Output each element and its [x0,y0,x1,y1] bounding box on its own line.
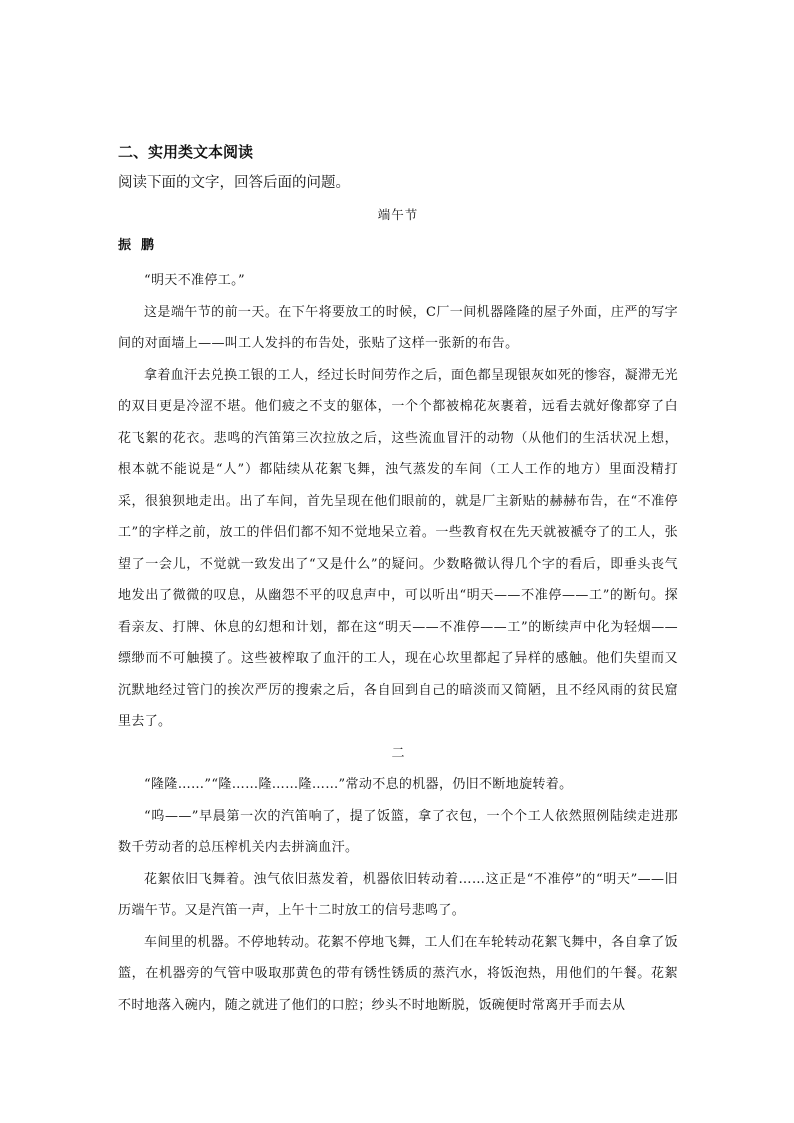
article-paragraph: “明天不准停工。” [144,273,245,288]
article-paragraph: 拿着血汗去兑换工银的工人，经过长时间劳作之后，面色都呈现银灰如死的惨容，凝滞无光的双目更是冷涩不堪。他们疲之不支的躯体，一个个都被棉花灰裹着，远看去就好像都穿了白花飞絮的花衣。悲鸣的汽笛第三次拉放之后，这些流血冒汗的动物（从他们的生活状况上想，根本就不能说是“人”）都陆续从花絮飞舞，浊气蒸发的车间（工人工作的地方）里面没精打采，很狼狈地走出。出了车间，首先呈现在他们眼前的，就是厂主新贴的赫赫布告，在“不准停工”的字样之前，放工的伴侣们都不知不觉地呆立着。一些教育权在先天就被褫夺了的工人，张望了一会儿，不觉就一致发出了“又是什么”的疑问。少数略微认得几个字的看后，即垂头丧气地发出了微微的叹息，从幽怨不平的叹息声中，可以听出“明天——不准停——工”的断句。探看亲友、打牌、休息的幻想和计划，都在这“明天——不准停——工”的断续声中化为轻烟——缥缈而不可触摸了。这些被榨取了血汗的工人，现在心坎里都起了异样的感触。他们失望而又沉默地经过管门的挨次严厉的搜索之后，各自回到自己的暗淡而又简陋，且不经风雨的贫民窟里去了。 [118,367,679,729]
article-title: 端午节 [377,207,419,222]
article-author: 振鹏 [118,238,165,253]
article-paragraph: 车间里的机器。不停地转动。花絮不停地飞舞，工人们在车轮转动花絮飞舞中，各自拿了饭篮，在机器旁的气管中吸取那黄色的带有锈性锈质的蒸汽水，将饭泡热，用他们的午餐。花絮不时地落入碗内，随之就进了他们的口腔；纱头不时地断脱，饭碗便时常离开手而去从 [118,934,679,1013]
reading-instruction: 阅读下面的文字，回答后面的问题。 [118,175,350,191]
article-paragraph: “隆隆……”“隆……隆……隆……”常动不息的机器，仍旧不断地旋转着。 [144,777,573,792]
document-page [118,142,678,1021]
article-paragraph: “呜——”早晨第一次的汽笛响了，提了饭篮，拿了衣包，一个个工人依然照例陆续走进那数千劳动者的总压榨机关内去拼滴血汗。 [118,808,678,855]
section-heading: 二、实用类文本阅读 [118,143,254,161]
section-number: 二 [391,745,405,761]
article-paragraph: 这是端午节的前一天。在下午将要放工的时候，C厂一间机器隆隆的屋子外面，庄严的写字间的对面墙上——叫工人发抖的布告处，张贴了这样一张新的布告。 [118,304,678,351]
article-paragraph: 花絮依旧飞舞着。浊气依旧蒸发着，机器依旧转动着……这正是“不准停”的“明天”——旧历端午节。又是汽笛一声，上午十二时放工的信号悲鸣了。 [118,871,678,918]
